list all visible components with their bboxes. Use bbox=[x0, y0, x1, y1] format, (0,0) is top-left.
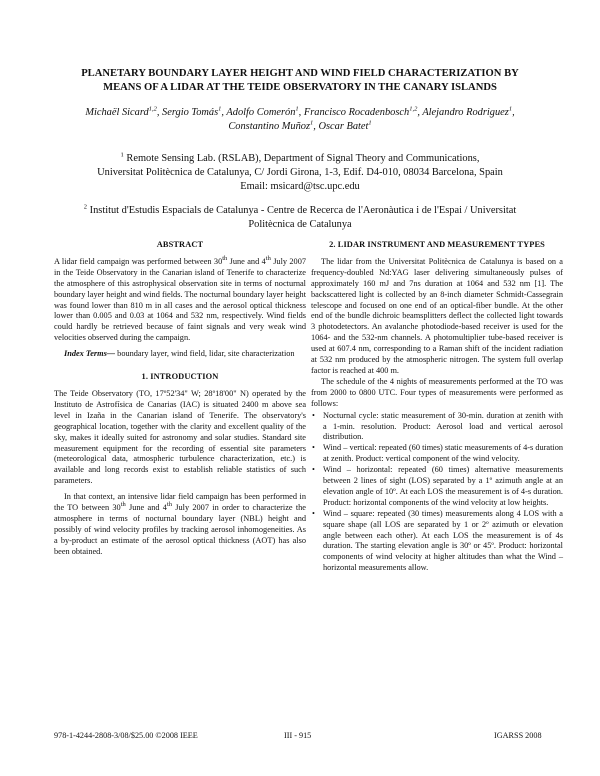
list-item bbox=[312, 465, 563, 509]
list-item bbox=[312, 508, 563, 574]
list-item-text: Nocturnal cycle: static measurement of 30-min. duration at zenith with a 1-min. resolution. Product: Aerosol load and vertical aerosol distribution. bbox=[323, 410, 563, 442]
index-terms-text: boundary layer, wind field, lidar, site characterization bbox=[115, 349, 295, 359]
list-item-text: Wind – vertical: repeated (60 times) static measurements of 4-s duration at zenith. Product: vertical component of the wind velocity. bbox=[323, 443, 563, 464]
ordinal-suffix: th bbox=[265, 255, 271, 263]
list-item-text: Wind – horizontal: repeated (60 times) alternative measurements between 2 lines of sight (LOS) separated by a 1º azimuth angle at an elevation angle of 10º. At each LOS the measurement is of 4-s duration. Product: horizontal components of the wind velocity at low heights. bbox=[323, 465, 563, 507]
author-affil-sup: 1,2 bbox=[148, 105, 157, 113]
paper-title bbox=[40, 67, 560, 95]
introduction-paragraph-2: In that context, an intensive lidar field campaign has been performed in the TO between 30th June and 4th July 2007 in order to characterize the atmosphere in terms of nocturnal boundary layer (NBL) height and possibly of wind velocity profiles by tracking aerosol inhomogeneities. As a by-product an estimate of the aerosol optical thickness (AOT) has also been obtained. bbox=[54, 492, 306, 556]
author-affil-sup: 1 bbox=[368, 119, 372, 127]
index-terms bbox=[54, 349, 306, 360]
title-line-2: MEANS OF A LIDAR AT THE TEIDE OBSERVATORY IN THE CANARY ISLANDS bbox=[103, 82, 497, 93]
lidar-paragraph-2: The schedule of the 4 nights of measurements performed at the TO was from 2000 to 0800 UTC. Four types of measurements were performed as follows: bbox=[311, 376, 563, 408]
author-list bbox=[40, 106, 560, 134]
footer-conference: IGARSS 2008 bbox=[494, 731, 542, 740]
author-name: Oscar Batet bbox=[318, 121, 369, 132]
author-name: Sergio Tomás bbox=[162, 107, 219, 118]
introduction-heading: 1. INTRODUCTION bbox=[141, 372, 219, 382]
author-affil-sup: 1 bbox=[295, 105, 299, 113]
author-name: Michaël Sicard bbox=[85, 107, 149, 118]
affiliation-lab: Remote Sensing Lab. (RSLAB), Department of Signal Theory and Communications, bbox=[126, 153, 480, 164]
index-terms-label: Index Terms— bbox=[64, 349, 116, 359]
author-affil-sup: 1 bbox=[310, 119, 314, 127]
footer-page-number: III - 915 bbox=[284, 731, 312, 740]
author-affil-sup: 1 bbox=[508, 105, 513, 113]
author-affil-sup: 1 bbox=[218, 105, 222, 113]
measurement-list bbox=[311, 411, 563, 575]
lidar-paragraph-1: The lidar from the Universitat Politècnica de Catalunya is based on a frequency-doubled Nd:YAG laser delivering simultaneously pulses of approximately 160 mJ and 7ns duration at 1064 and 532 nm [1]. The backscattered light is collected by an 8-inch diameter Schmidt-Cassegrain telescope and focused on one end of an optical-fiber bundle. At the other end of the bundle dichroic beamsplitters deflect the collected light towards 3 photodetectors. An avalanche photodiode-based receiver is used for the 1064- and the 532-nm channels. A photomultiplier tube-based receiver is used at 607.4 nm, corresponding to a Raman shift of the incident radiation at 532 nm produced by the atmospheric nitrogen. The system full overlap factor is reached at 400 m. bbox=[311, 256, 563, 375]
ordinal-suffix: th bbox=[222, 255, 228, 263]
bullet-icon: • bbox=[312, 508, 315, 518]
affiliation-email: Email: msicard@tsc.upc.edu bbox=[240, 181, 360, 192]
list-item bbox=[312, 443, 563, 465]
affiliation-sup: 2 bbox=[83, 203, 88, 211]
affiliation-institute: Institut d'Estudis Espacials de Catalunya - Centre de Recerca de l'Aeronàutica i de l'Espai / Universitat bbox=[89, 205, 517, 216]
abstract-heading: ABSTRACT bbox=[156, 240, 204, 249]
affiliation-1 bbox=[60, 152, 540, 194]
affiliation-2 bbox=[60, 204, 540, 232]
author-name: Alejandro Rodriguez bbox=[422, 107, 509, 118]
introduction-paragraph-1: The Teide Observatory (TO, 17º52'34" W; 28º18'00" N) operated by the Instituto de Astrofísica de Canarias (IAC) is situated 2400 m above sea level in Izaña in the Canarian island of Tenerife. The observatory's geographical location, together with the clarity and excellent quality of the sky, makes it ideally suited for astronomy and solar studies. Standard site measurement equipment for the recording of essential site parameters (meteorological data, atmospheric turbulence characterization, etc.) is available and long records exist to establish reliable statistics of such parameters. bbox=[54, 388, 306, 486]
list-item-text: Wind – square: repeated (30 times) measurements along 4 LOS with a square shape (all LOS are separated by 1 or 2º azimuth or elevation angle between each other). At each LOS the measurement is of 4s duration. The starting elevation angle is 30º or 45º. Product: horizontal components of wind velocity at higher altitudes than what the Wind – horizontal measurements allow. bbox=[323, 508, 563, 573]
affiliation-university: Politècnica de Catalunya bbox=[248, 219, 352, 230]
bullet-icon: • bbox=[312, 443, 315, 453]
author-name: Francisco Rocadenbosch bbox=[303, 107, 410, 118]
abstract-text: A lidar field campaign was performed between 30th June and 4th July 2007 in the Teide Observatory in the Canarian island of Tenerife to characterize the atmosphere of this astrophysical observation site in terms of nocturnal boundary layer height and wind fields. The nocturnal boundary layer height was found lower than 810 m in all cases and the aerosol optical thickness lower than 0.005 and 0.03 at 1064 and 532 nm, respectively. Wind fields could hardly be retrieved because of faint signals and very weak wind velocities observed during the campaign. bbox=[54, 255, 307, 343]
author-name: Adolfo Comerón bbox=[226, 107, 296, 118]
author-affil-sup: 1,2 bbox=[409, 105, 418, 113]
list-item bbox=[312, 410, 563, 444]
left-column bbox=[54, 240, 306, 558]
affiliation-sup: 1 bbox=[120, 151, 124, 159]
bullet-icon: • bbox=[312, 410, 315, 420]
affiliation-address: Universitat Politècnica de Catalunya, C/ Jordi Girona, 1-3, Edif. D4-010, 08034 Barcelona, Spain bbox=[97, 167, 503, 178]
author-name: Constantino Muñoz bbox=[228, 121, 311, 132]
right-column bbox=[311, 240, 563, 574]
footer-isbn: 978-1-4244-2808-3/08/$25.00 ©2008 IEEE bbox=[54, 731, 198, 740]
authors-line-2: Constantino Muñoz$^1$, Oscar Batet$^1$ bbox=[228, 119, 372, 132]
ordinal-suffix: th bbox=[166, 501, 172, 509]
authors-line-1: Michaël Sicard$^{1,2}$, Sergio Tomás$^1$, Adolfo Comerón$^1$, Francisco Rocadenbosch$^{1,2}$, Alejandro Rodriguez$^1$, bbox=[85, 105, 515, 118]
ordinal-suffix: th bbox=[120, 501, 126, 509]
lidar-heading: 2. LIDAR INSTRUMENT AND MEASUREMENT TYPES bbox=[329, 240, 545, 249]
title-line-1: PLANETARY BOUNDARY LAYER HEIGHT AND WIND FIELD CHARACTERIZATION BY bbox=[81, 68, 519, 79]
bullet-icon: • bbox=[312, 465, 315, 475]
